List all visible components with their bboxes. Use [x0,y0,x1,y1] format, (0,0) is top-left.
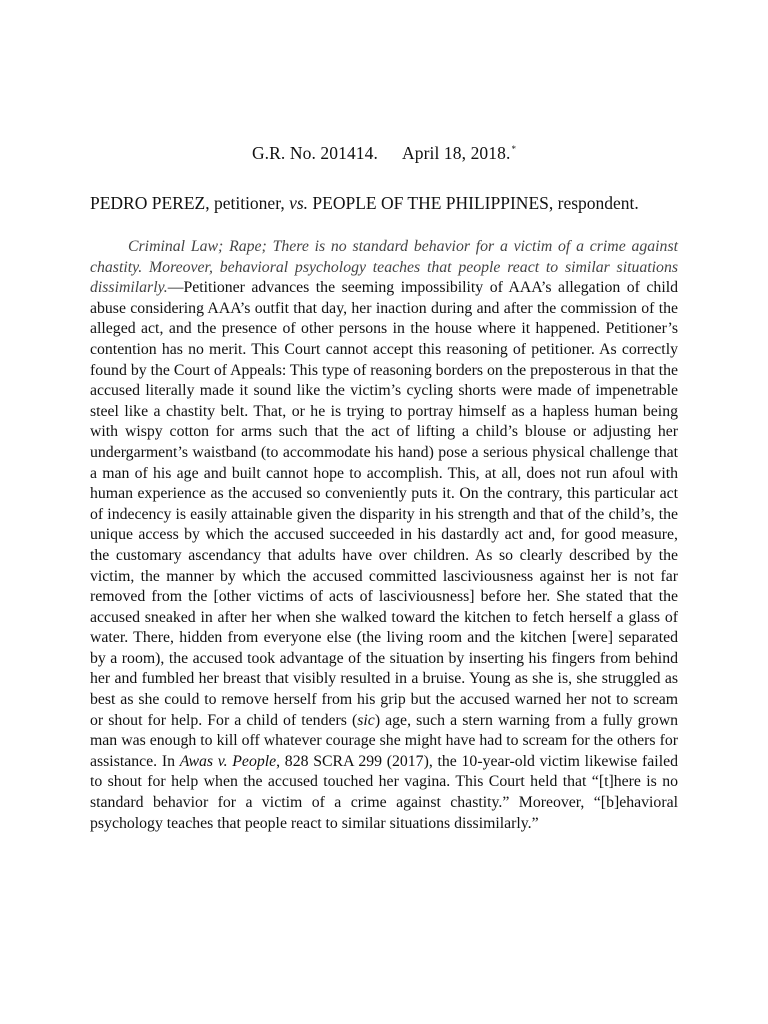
case-header [0,143,768,164]
syllabus-text-part2: ) age, such a stern warning from a fully grown man was enough to kill off whatever courage she might have had to scream for the others for assistance. In [90,711,679,770]
syllabus-text-part1: Petitioner advances the seeming impossibility of AAA’s allegation of child abuse considering AAA’s outfit that day, her inaction during and after the commission of the alleged act, and the presence of other persons in the house where it happened. Petitioner’s contention has no merit. This Court cannot accept this reasoning of petitioner. As correctly found by the Court of Appeals: This type of reasoning borders on the preposterous in that the accused literally made it sound like the victim’s cycling shorts were made of impenetrable steel like a chastity belt. That, or he is trying to portray himself as a hapless human being with wispy cotton for arms such that the act of lifting a child’s blouse or adjusting her undergarment’s waistband (to accommodate his hand) pose a serious physical challenge that a man of his age and built cannot hope to accomplish. This, at all, does not run afoul with human experience as the accused so conveniently puts it. On the contrary, this particular act of indecency is easily attainable given the disparity in his strength and that of the child’s, the unique access by which the accused succeeded in his dastardly act and, for good measure, the customary ascendancy that adults have over children. As so clearly described by the victim, the manner by which the accused committed lasciviousness against her is not far removed from the [other victims of acts of lasciviousness] before her. She stated that the accused sneaked in after her when she walked toward the kitchen to fetch herself a glass of water. There, hidden from everyone else (the living room and the kitchen [were] separated by a room), the accused took advantage of the situation by inserting his fingers from behind her and fumbled her breast that visibly resulted in a bruise. Young as she is, she struggled as best as she could to remove herself from his grip but the accused warned her not to scream or shout for help. For a child of tenders ( [90,279,678,729]
syllabus-paragraph [90,237,678,834]
case-citation: Awas v. People [179,752,277,770]
headnote-dash: — [167,279,184,297]
versus-label: vs. [289,193,309,213]
case-parties [90,192,678,214]
respondent-name: PEOPLE OF THE PHILIPPINES, respondent. [312,193,639,213]
decision-date: April 18, 2018. [402,143,511,163]
sic-notation: sic [357,711,375,729]
syllabus-headnote: Criminal Law; Rape; There is no standard behavior for a victim of a crime against chastity. Moreover, behavioral psychology teaches that people react to similar situations dissimilarly. [90,238,678,297]
syllabus-text-part3: , 828 SCRA 299 (2017), the 10-year-old victim likewise failed to shout for help when the accused touched her vagina. This Court held that “[t]here is no standard behavior for a victim of a crime against chastity.” Moreover, “[b]ehavioral psychology teaches that people react to similar situations dissimilarly.” [90,752,678,832]
petitioner-name: PEDRO PEREZ, petitioner, [90,193,285,213]
footnote-marker: * [511,144,517,155]
gr-number: G.R. No. 201414. [251,143,378,163]
